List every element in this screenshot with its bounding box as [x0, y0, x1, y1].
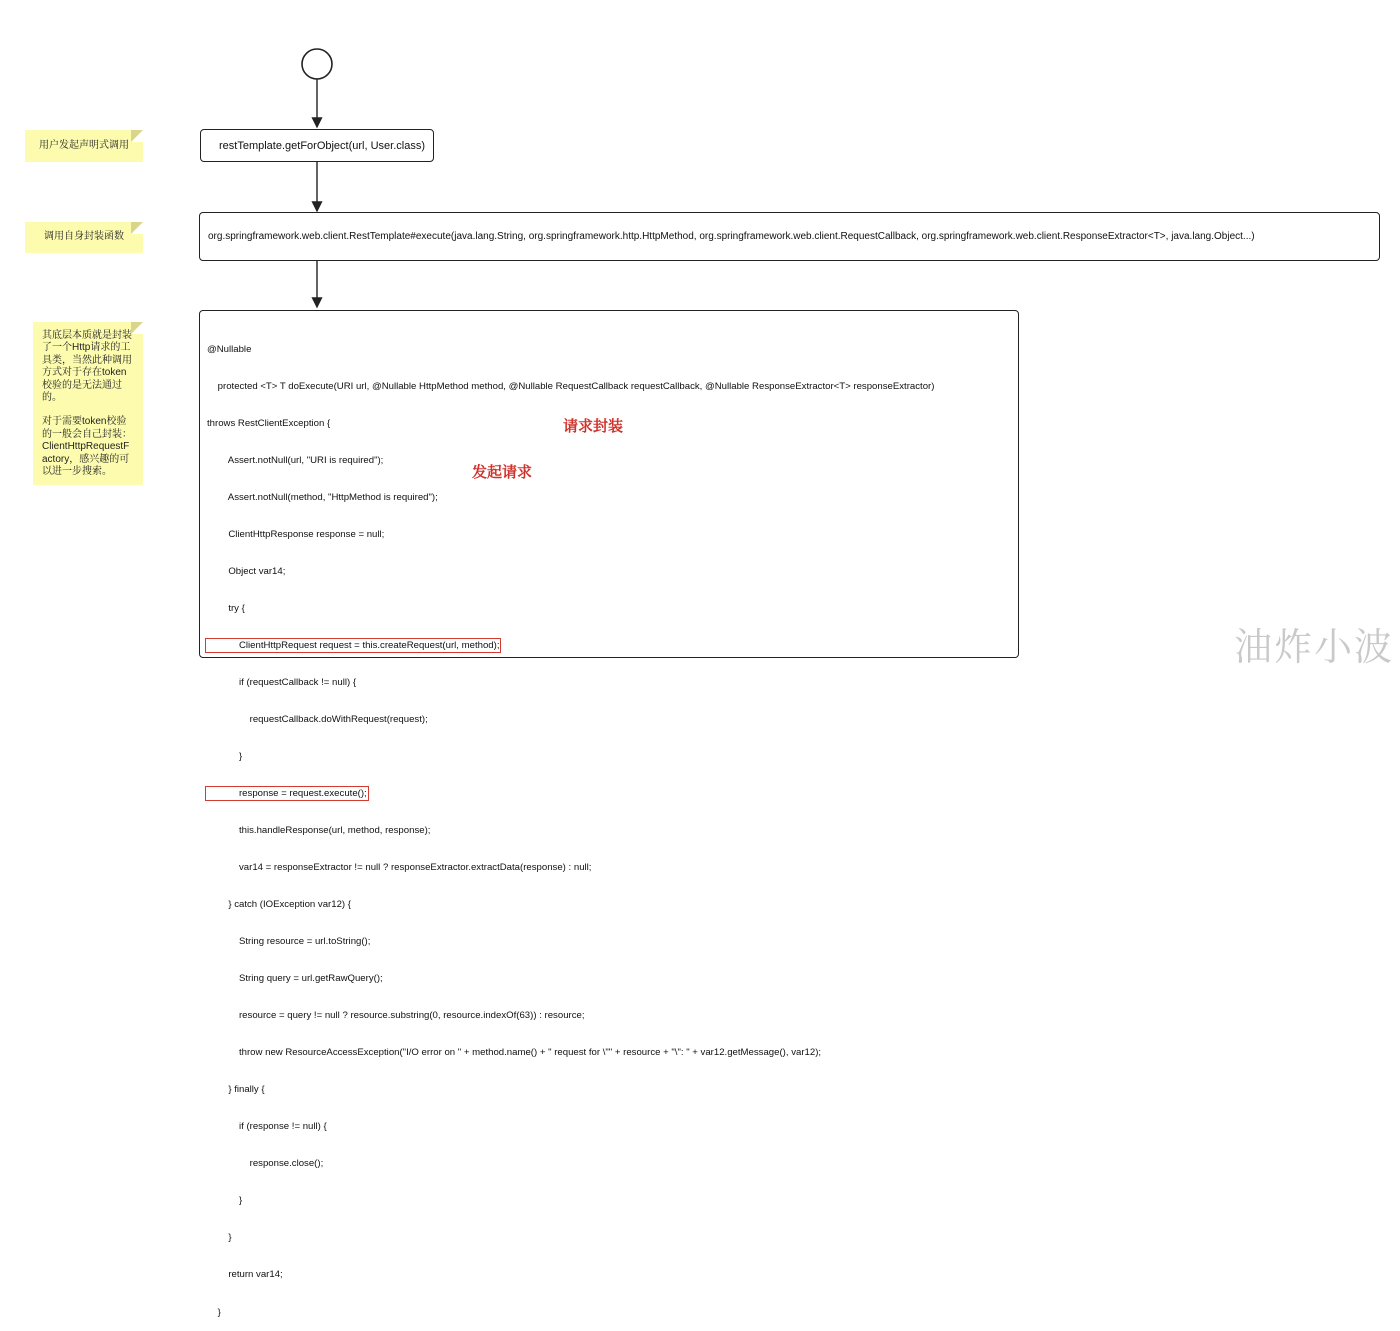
code-line: var14 = responseExtractor != null ? responseExtractor.extractData(response) : null;	[207, 862, 592, 874]
code-line: }	[207, 751, 243, 763]
code-line: try {	[207, 602, 245, 614]
label-request-wrap: 请求封装	[563, 418, 624, 435]
code-line: throws RestClientException {	[207, 417, 331, 429]
code-line: resource = query != null ? resource.substring(0, resource.indexOf(63)) : resource;	[207, 1010, 585, 1022]
note-line: 的。	[42, 392, 62, 404]
code-line: ClientHttpResponse response = null;	[207, 528, 385, 540]
note-fold-icon	[131, 322, 143, 334]
note-text: 调用自身封装函数	[44, 231, 124, 243]
code-line: throw new ResourceAccessException("I/O error on " + method.name() + " request for \"" + resource + "\": " + var12.getMessage(), var12);	[207, 1047, 822, 1059]
code-line: requestCallback.doWithRequest(request);	[207, 714, 428, 725]
code-line: String query = url.getRawQuery();	[207, 973, 383, 985]
note-line: 方式对于存在token	[42, 367, 127, 379]
sticky-note-declarative-call	[25, 130, 143, 162]
note-line: 校验的是无法通过	[42, 379, 122, 391]
code-line: protected <T> T doExecute(URI url, @Nullable HttpMethod method, @Nullable RequestCallback requestCallback, @Nullable ResponseExtractor<T> responseExtractor)	[207, 380, 935, 392]
code-line: String resource = url.toString();	[207, 936, 371, 948]
note-line: 具类，当然此种调用	[42, 354, 132, 366]
code-line: } catch (IOException var12) {	[207, 899, 351, 911]
code-line: Assert.notNull(url, "URI is required");	[207, 454, 384, 466]
watermark-text: 油炸小波	[1233, 625, 1394, 669]
code-line: Object var14;	[207, 565, 286, 577]
code-line: this.handleResponse(url, method, response);	[207, 825, 431, 837]
highlight-execute: response = request.execute();	[207, 788, 367, 800]
code-line: }	[207, 1232, 232, 1244]
code-line: @Nullable	[207, 343, 252, 355]
call-text: restTemplate.getForObject(url, User.class)	[219, 139, 426, 152]
execute-signature-box	[199, 212, 1380, 261]
note-line: actory，感兴趣的可	[42, 453, 130, 465]
highlight-create-request: ClientHttpRequest request = this.createRequest(url, method);	[207, 639, 500, 651]
note-line: ClientHttpRequestF	[42, 441, 130, 453]
note-fold-icon	[131, 222, 143, 234]
code-line-execute	[207, 788, 1018, 800]
code-line: return var14;	[207, 1269, 283, 1281]
code-line: }	[207, 1195, 243, 1207]
sticky-note-wrapper-function	[25, 222, 143, 253]
code-line: if (requestCallback != null) {	[207, 676, 357, 688]
code-line: }	[207, 1306, 221, 1318]
note-line: 对于需要token校验	[42, 416, 127, 428]
note-line: 以进一步搜索。	[42, 466, 112, 478]
doexecute-code-box	[199, 310, 1019, 1318]
note-fold-icon	[131, 130, 143, 142]
sticky-note-explanation	[33, 322, 143, 485]
getforobject-call-box	[200, 129, 434, 162]
code-line: } finally {	[207, 1084, 265, 1096]
note-line: 其底层本质就是封装	[42, 330, 132, 341]
note-line: 了一个Http请求的工	[42, 342, 131, 354]
label-send-request: 发起请求	[472, 464, 533, 481]
code-line: if (response != null) {	[207, 1121, 327, 1133]
note-line: 的一般会自己封装：	[42, 428, 132, 440]
signature-text: org.springframework.web.client.RestTemplate#execute(java.lang.String, org.springframework.http.HttpMethod, org.springframework.web.client.RequestCallback, org.springframework.web.client.ResponseExtractor<T>, java.lang.Object...)	[208, 231, 1255, 242]
code-line: response.close();	[207, 1158, 324, 1170]
code-line-create-request	[207, 640, 1018, 652]
code-line: Assert.notNull(method, "HttpMethod is required");	[207, 491, 438, 503]
start-node	[302, 49, 332, 79]
note-text: 用户发起声明式调用	[39, 139, 129, 151]
